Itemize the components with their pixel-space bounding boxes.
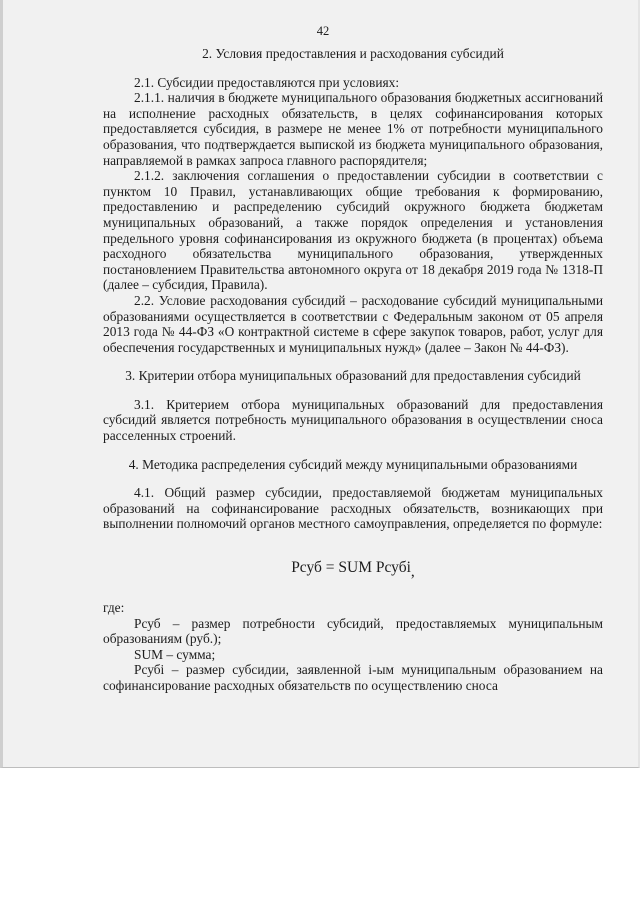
where-label: где: [103, 600, 125, 616]
section-4-heading: 4. Методика распределения субсидий между муниципальными образованиями [128, 456, 578, 472]
blank-area [0, 768, 640, 905]
section-2-heading: 2. Условия предоставления и расходования субсидий [202, 46, 504, 61]
definition-rsub: Рсуб – размер потребности субсидий, предоставляемых муниципальным образованиям (руб.); [103, 615, 603, 647]
formula-comma: , [410, 563, 415, 581]
paragraph-2-1-2: 2.1.2. заключения соглашения о предоставлении субсидии в соответствии с пунктом 10 Правил, устанавливающих общие требования к формированию, предоставлению и распределению субсидий окружного бюджета бюджетам муниципальных образований, а также порядок определения и установления предельного уровня софинансирования из окружного бюджета (в процентах) объема расходного обязательства муниципального образования, утвержденных постановлением Правительства автономного округа от 18 декабря 2019 года № 1318-П (далее – субсидия, Правила). [103, 168, 603, 293]
section-3-heading: 3. Критерии отбора муниципальных образований для предоставления субсидий [125, 368, 581, 384]
page-number: 42 [316, 24, 330, 38]
definition-sum: SUM – сумма; [134, 646, 216, 662]
paragraph-2-2: 2.2. Условие расходования субсидий – расходование субсидий муниципальными образованиями осуществляется в соответствии с Федеральным законом от 05 апреля 2013 года № 44-ФЗ «О контрактной системе в сфере закупок товаров, работ, услуг для обеспечения государственных и муниципальных нужд» (далее – Закон № 44-ФЗ). [103, 292, 603, 355]
paragraph-3-1: 3.1. Критерием отбора муниципальных образований для предоставления субсидий является потребность муниципального образования в осуществлении сноса расселенных строений. [103, 396, 603, 444]
formula-expression: Рсуб = SUM Рсубi [291, 559, 411, 577]
paragraph-2-1: 2.1. Субсидии предоставляются при условиях: [134, 74, 400, 90]
document-body [103, 46, 603, 694]
definition-rsubi: Рсубi – размер субсидии, заявленной i-ым муниципальным образованием на софинансирование расходных обязательств по осуществлению сноса [103, 662, 603, 693]
paragraph-2-1-1: 2.1.1. наличия в бюджете муниципального образования бюджетных ассигнований на исполнение расходных обязательств, в целях софинансирования которых предоставляется субсидия, в размере не менее 1% от потребности муниципального образования, что подтверждается выпиской из бюджета муниципального образования, направляемой в рамках запроса главного распорядителя; [103, 90, 603, 168]
paragraph-4-1: 4.1. Общий размер субсидии, предоставляемой бюджетам муниципальных образований на софинансирование расходных обязательств, возникающих при выполнении полномочий органов местного самоуправления, определяется по формуле: [103, 485, 603, 532]
formula [103, 559, 603, 581]
